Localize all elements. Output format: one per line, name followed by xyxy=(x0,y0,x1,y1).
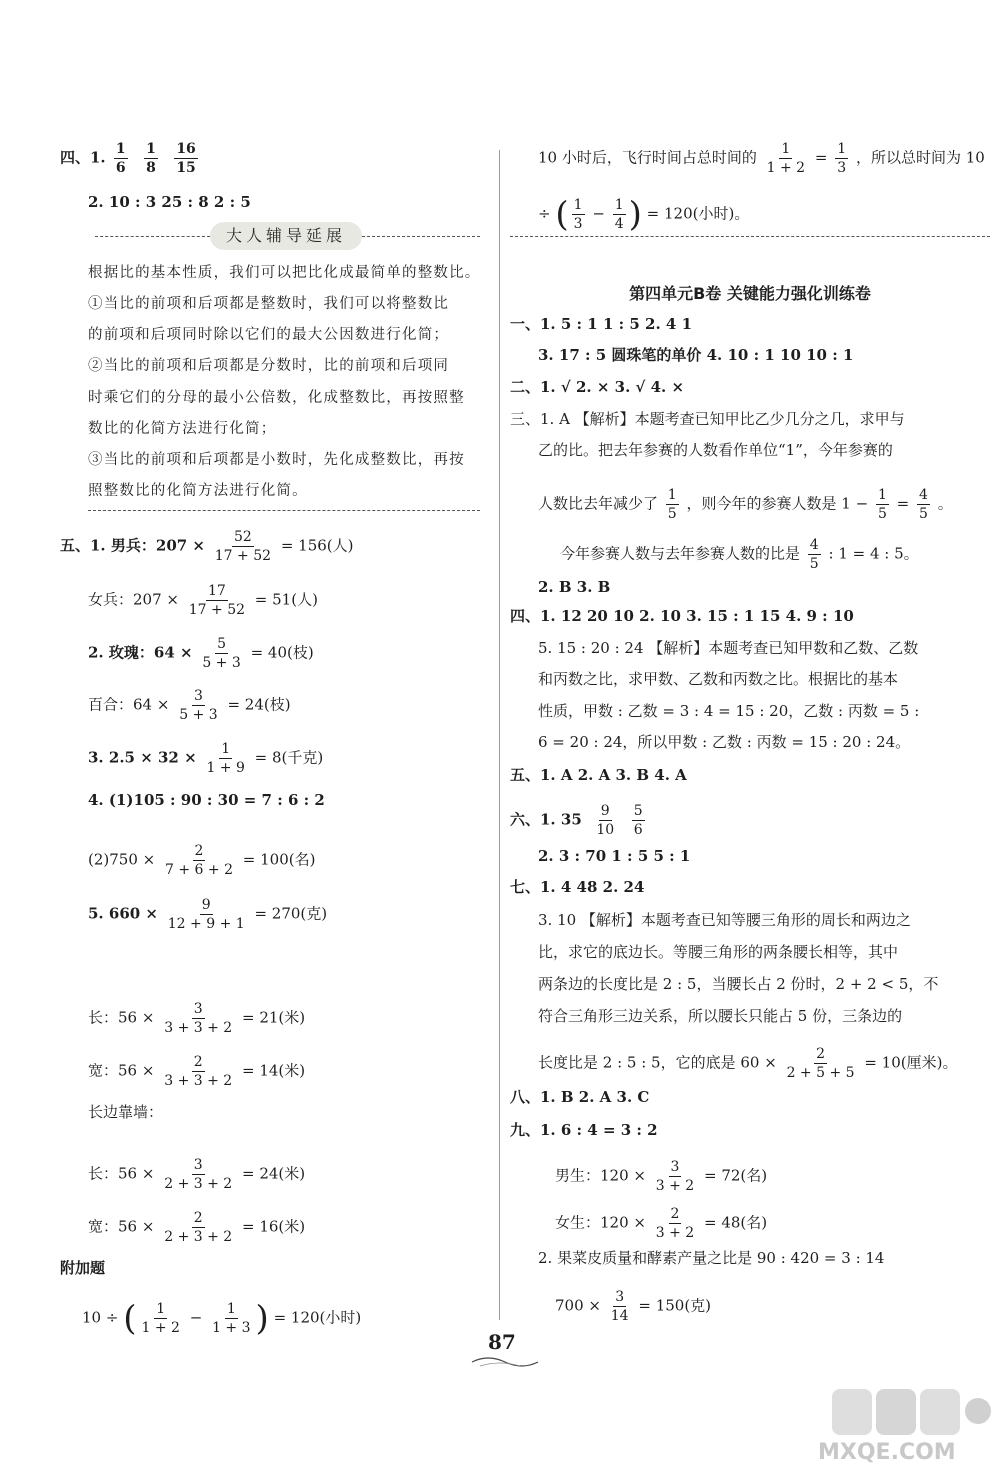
guide-bottom-rule xyxy=(88,510,480,511)
fraction: $\frac{4}{5}$ xyxy=(919,487,928,522)
unit-title: 第四单元B卷 关键能力强化训练卷 xyxy=(629,284,871,303)
page-ornament-icon xyxy=(470,1354,540,1370)
fraction: $\frac{2}{3 + 3 + 2}$ xyxy=(164,1054,233,1089)
fraction: $\frac{3}{2 + 3 + 2}$ xyxy=(164,1157,233,1192)
answer-line: 二、1. √ 2. × 3. √ 4. × xyxy=(510,378,685,396)
section-4-q1: 四、1. $\frac{1}{6}$ $\frac{1}{8}$ $\frac{16}{15}$ xyxy=(60,141,196,176)
fraction: $\frac{1}{1 + 3}$ xyxy=(212,1301,251,1336)
fraction: $\frac{5}{5 + 3}$ xyxy=(202,636,241,671)
answer-line: 九、1. 6 : 4 = 3 : 2 xyxy=(510,1121,658,1139)
section-rule xyxy=(510,236,990,237)
answer-line: 3. 17 : 5 圆珠笔的单价 4. 10 : 1 10 10 : 1 xyxy=(538,346,854,364)
answer-line: 6 = 20 : 24，所以甲数 : 乙数 : 丙数 = 15 : 20 : 24。 xyxy=(538,733,911,751)
fraction: $\frac{1}{8}$ xyxy=(146,141,156,176)
answer-line: 八、1. B 2. A 3. C xyxy=(510,1088,650,1106)
answer-line: 女生：120 × $\frac{2}{3 + 2}$ = 48(名) xyxy=(555,1206,768,1241)
watermark-url: MXQE.COM xyxy=(818,1440,956,1465)
section-5-q6a: 长：56 × $\frac{3}{3 + 3 + 2}$ = 21(米) xyxy=(88,1001,306,1036)
answer-line: 符合三角形三边关系，所以腰长只能占 5 份，三条边的 xyxy=(538,1007,903,1025)
guide-line: 根据比的基本性质，我们可以把比化成最简单的整数比。 xyxy=(88,265,481,281)
answer-line: 比，求它的底边长。等腰三角形的两条腰长相等，其中 xyxy=(538,943,899,961)
section-5-q4a: 4. (1)105 : 90 : 30 = 7 : 6 : 2 xyxy=(88,791,325,809)
fraction: $\frac{2}{2 + 5 + 5}$ xyxy=(786,1046,855,1081)
guide-line: 时乘它们的分母的最小公倍数，化成整数比，再按照整 xyxy=(88,390,465,406)
fraction: $\frac{1}{1 + 2}$ xyxy=(766,141,806,176)
fraction: $\frac{2}{2 + 3 + 2}$ xyxy=(164,1210,233,1245)
fraction: $\frac{2}{7 + 6 + 2}$ xyxy=(165,843,233,878)
fraction: $\frac{9}{12 + 9 + 1}$ xyxy=(167,897,245,932)
answer-line: 两条边的长度比是 2 : 5，当腰长占 2 份时，2 + 2 < 5，不 xyxy=(538,975,939,993)
fraction: $\frac{3}{14}$ xyxy=(610,1289,629,1324)
fraction: $\frac{4}{5}$ xyxy=(809,537,819,572)
fraction: $\frac{2}{3 + 2}$ xyxy=(655,1206,695,1241)
guide-line: 照整数比的化简方法进行化简。 xyxy=(88,483,308,499)
banner-rule-left xyxy=(95,236,210,237)
answer-line: 七、1. 4 48 2. 24 xyxy=(510,878,645,896)
answer-line: 三、1. A 【解析】本题考查已知甲比乙少几分之几，求甲与 xyxy=(510,410,905,428)
section-5-q4b: (2)750 × $\frac{2}{7 + 6 + 2}$ = 100(名) xyxy=(88,843,316,878)
fraction: $\frac{5}{6}$ xyxy=(633,803,643,838)
answer-line: 六、1. 35 $\frac{9}{10}$ $\frac{5}{6}$ xyxy=(510,803,643,838)
answer-line: 性质，甲数 : 乙数 = 3 : 4 = 15 : 20，乙数 : 丙数 = 5 : xyxy=(538,702,920,720)
guide-banner: 大人辅导延展 xyxy=(210,222,362,250)
fraction: $\frac{1}{3}$ xyxy=(837,141,847,176)
answer-line: 长度比是 2 : 5 : 5，它的底是 60 × $\frac{2}{2 + 5 + 5}$ = 10(厘米)。 xyxy=(538,1046,958,1081)
banner-rule-right xyxy=(362,236,480,237)
section-5-q6b: 宽：56 × $\frac{2}{3 + 3 + 2}$ = 14(米) xyxy=(88,1054,306,1089)
page-number: 87 xyxy=(488,1330,516,1354)
carryover-line-2: ÷ ( $\frac{1}{3}$ − $\frac{1}{4}$ ) = 120(小时)。 xyxy=(538,194,750,235)
section-4-q2: 2. 10 : 3 25 : 8 2 : 5 xyxy=(88,193,251,211)
answer-line: 一、1. 5 : 1 1 : 5 2. 4 1 xyxy=(510,315,693,333)
guide-line: 数比的化简方法进行化简； xyxy=(88,421,277,437)
section-5-q6d: 长：56 × $\frac{3}{2 + 3 + 2}$ = 24(米) xyxy=(88,1157,306,1192)
answer-line: 2. 3 : 70 1 : 5 5 : 1 xyxy=(538,847,691,865)
fraction: $\frac{16}{15}$ xyxy=(176,141,196,176)
fraction: $\frac{3}{3 + 2}$ xyxy=(655,1159,695,1194)
fraction: $\frac{1}{6}$ xyxy=(115,141,126,176)
extra-equation: 10 ÷ ( $\frac{1}{1 + 2}$ − $\frac{1}{1 + 3}$ ) = 120(小时) xyxy=(82,1298,362,1339)
section-5-q2a: 2. 玫瑰：64 × $\frac{5}{5 + 3}$ = 40(枝) xyxy=(88,636,314,671)
fraction: $\frac{17}{17 + 52}$ xyxy=(188,583,246,618)
section-5-q1a: 五、1. 男兵：207 × $\frac{52}{17 + 52}$ = 156(人) xyxy=(60,529,354,564)
answer-line: 今年参赛人数与去年参赛人数的比是 $\frac{4}{5}$ : 1 = 4 : 5。 xyxy=(560,537,919,572)
answer-line: 和丙数之比，求甲数、乙数和丙数之比。根据比的基本 xyxy=(538,670,899,688)
carryover-line-1: 10 小时后，飞行时间占总时间的 $\frac{1}{1 + 2}$ = $\frac{1}{3}$ ，所以总时间为 10 xyxy=(538,141,985,176)
extra-title: 附加题 xyxy=(60,1259,106,1277)
fraction: $\frac{3}{5 + 3}$ xyxy=(179,688,218,723)
section-5-q2b: 百合：64 × $\frac{3}{5 + 3}$ = 24(枝) xyxy=(88,688,291,723)
fraction: $\frac{1}{4}$ xyxy=(614,197,624,232)
column-divider xyxy=(499,150,500,1320)
answer-line: 3. 10 【解析】本题考查已知等腰三角形的周长和两边之 xyxy=(538,911,911,929)
section-5-q1b: 女兵：207 × $\frac{17}{17 + 52}$ = 51(人) xyxy=(88,583,318,618)
guide-line: ②当比的前项和后项都是分数时，比的前项和后项同 xyxy=(88,358,450,374)
section-5-q5: 5. 660 × $\frac{9}{12 + 9 + 1}$ = 270(克) xyxy=(88,897,328,932)
answer-line: 2. B 3. B xyxy=(538,578,611,596)
fraction: $\frac{1}{3}$ xyxy=(573,197,583,232)
answer-line: 四、1. 12 20 10 2. 10 3. 15 : 1 15 4. 9 : 10 xyxy=(510,607,854,625)
fraction: $\frac{1}{1 + 2}$ xyxy=(141,1301,180,1336)
answer-line: 700 × $\frac{3}{14}$ = 150(克) xyxy=(555,1289,712,1324)
section-5-q6c: 长边靠墙： xyxy=(88,1103,164,1121)
guide-line: ①当比的前项和后项都是整数时，我们可以将整数比 xyxy=(88,296,450,312)
fraction: $\frac{1}{5}$ xyxy=(877,487,887,522)
answer-line: 五、1. A 2. A 3. B 4. A xyxy=(510,766,687,784)
guide-line: 的前项和后项同时除以它们的最大公因数进行化简； xyxy=(88,327,450,343)
fraction: $\frac{9}{10}$ xyxy=(596,803,615,838)
answer-line: 男生：120 × $\frac{3}{3 + 2}$ = 72(名) xyxy=(555,1159,768,1194)
fraction: $\frac{1}{5}$ xyxy=(667,487,677,522)
answer-line: 人数比去年减少了 $\frac{1}{5}$ ，则今年的参赛人数是 1 − $\frac{1}{5}$ = $\frac{4}{5}$ 。 xyxy=(538,487,953,522)
fraction: $\frac{1}{1 + 9}$ xyxy=(206,741,245,776)
fraction: $\frac{52}{17 + 52}$ xyxy=(214,529,272,564)
guide-line: ③当比的前项和后项都是小数时，先化成整数比，再按 xyxy=(88,452,465,468)
answer-line: 5. 15 : 20 : 24 【解析】本题考查已知甲数和乙数、乙数 xyxy=(538,639,919,657)
answer-line: 2. 果菜皮质量和酵素产量之比是 90 : 420 = 3 : 14 xyxy=(538,1249,885,1267)
section-5-q3: 3. 2.5 × 32 × $\frac{1}{1 + 9}$ = 8(千克) xyxy=(88,741,324,776)
answer-line: 乙的比。把去年参赛的人数看作单位“1”，今年参赛的 xyxy=(538,441,893,459)
fraction: $\frac{3}{3 + 3 + 2}$ xyxy=(164,1001,233,1036)
section-5-q6e: 宽：56 × $\frac{2}{2 + 3 + 2}$ = 16(米) xyxy=(88,1210,306,1245)
